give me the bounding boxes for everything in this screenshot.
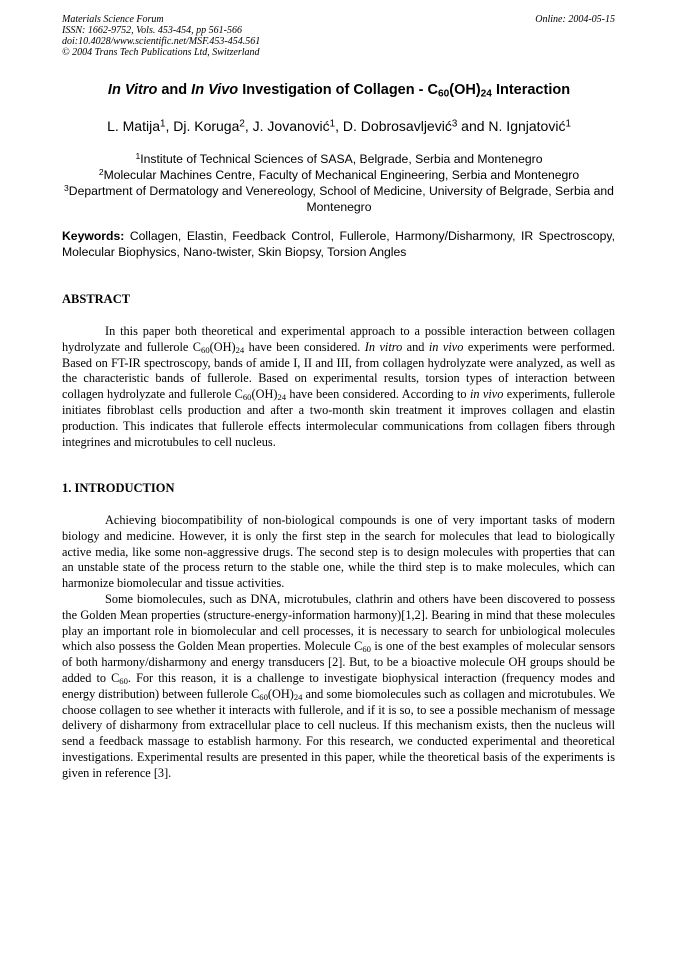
doi-line: doi:10.4028/www.scientific.net/MSF.453-454.561 (62, 36, 261, 47)
keywords: Keywords: Collagen, Elastin, Feedback Control, Fullerole, Harmony/Disharmony, IR Spectroscopy, Molecular Biophysics, Nano-twister, Skin Biopsy, Torsion Angles (62, 229, 615, 259)
affiliations (50, 151, 628, 215)
online-date: Online: 2004-05-15 (535, 14, 615, 25)
affiliation: $^1$Institute of Technical Sciences of SASA, Belgrade, Serbia and Montenegro (135, 151, 543, 166)
paper-title: In Vitro and In Vivo Investigation of Collagen - $C_{60}(OH)_{24}$ Interaction (107, 82, 571, 100)
introduction-body (62, 513, 615, 782)
abstract-heading: ABSTRACT (62, 292, 131, 306)
journal-name: Materials Science Forum (62, 14, 164, 25)
paragraph: Achieving biocompatibility of non-biological compounds is one of very important tasks of modern biology and medicine. However, it is only the first step in the search for molecules that lead to biologically active media, like some non-aggressive drugs. The second step is to design molecules with properties that can an unstable state of the process return to the stable one, while the third step is to make molecules, which can harmonize biomolecular and tissue activities. (62, 513, 615, 591)
copyright-line: © 2004 Trans Tech Publications Ltd, Switzerland (62, 47, 260, 58)
affiliation: $^3$Department of Dermatology and Venereology, School of Medicine, University of Belgrade, Serbia and Montenegro (64, 183, 614, 214)
paragraph: Some biomolecules, such as DNA, microtubules, clathrin and others have been discovered to possess the Golden Mean properties (structure-energy-information harmony)[1,2]. Bearing in mind that these molecules play an important role in biomolecular and cell processes, it is necessary to search for unbiological molecules which also possess the Golden Mean properties. Molecule $C_{60}$ is one of the best examples of molecular sensors of both harmony/disharmony and energy transducers [2]. But, to be a bioactive molecule OH groups should be added to $C_{60}$. For this reason, it is a challenge to investigate biophysical interaction (frequency modes and energy distribution) between fullerole $C_{60}(OH)_{24}$ and some biomolecules such as collagen and microtubules. We choose collagen to see whether it interacts with fullerole, and if it is so, to see a possible mechanism of message delivery of disharmony from extracellular place to cell nucleus. If this mechanism exists, then the nucleus will send a feedback massage to establish harmony. For this research, we conducted experimental and theoretical investigations. Experimental results are presented in this paper, while the theoretical basis of the experiments is given in reference [3]. (62, 591, 615, 780)
keywords-label: Keywords: (62, 229, 125, 243)
author-list: L. Matija$^1$, Dj. Koruga$^2$, J. Jovanović$^1$, D. Dobrosavljević$^3$ and N. Ignjatović$^1$ (107, 118, 571, 134)
abstract-body: In this paper both theoretical and experimental approach to a possible interaction between collagen hydrolyzate and fullerole $C_{60}(OH)_{24}$ have been considered. In vitro and in vivo experiments were performed. Based on FT-IR spectroscopy, bands of amide I, II and III, from collagen hydrolyzate were analyzed, as well as the characteristic bands of fullerole. Based on experimental results, torsion types of interaction between collagen hydrolyzate and fullerole $C_{60}(OH)_{24}$ have been considered. According to in vivo experiments, fullerole initiates fibroblast cells production and after a two-month skin treatment it improves collagen and elastin production. This indicates that fullerole effects intermolecular communications from collagen fibers through integrines and microtubules to cell nucleus. (62, 324, 615, 449)
introduction-heading: 1. INTRODUCTION (62, 481, 175, 495)
affiliation: $^2$Molecular Machines Centre, Faculty of Mechanical Engineering, Serbia and Montenegro (98, 167, 580, 182)
issn-line: ISSN: 1662-9752, Vols. 453-454, pp 561-566 (62, 25, 242, 36)
page-header (62, 14, 615, 58)
